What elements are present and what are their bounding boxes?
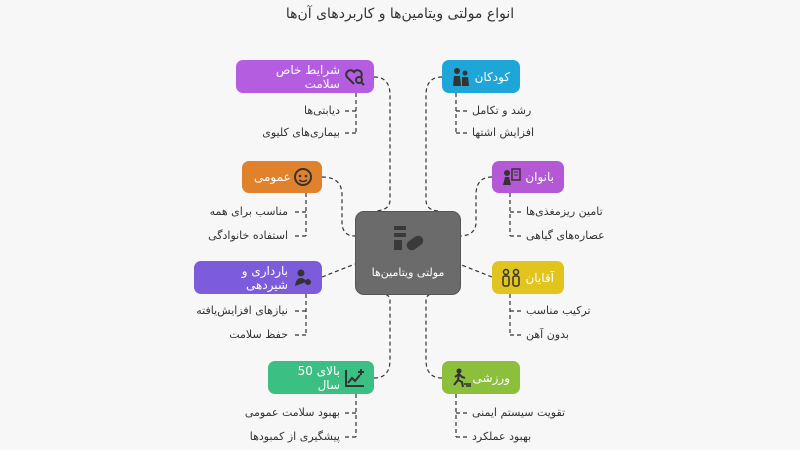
general-item-1: مناسب برای همه — [209, 205, 288, 218]
mother-child-icon — [292, 267, 314, 289]
node-label: بارداری و شیردهی — [241, 263, 288, 292]
node-label: کودکان — [474, 69, 510, 84]
children-item-2: افزایش اشتها — [472, 126, 535, 139]
node-pregnancy[interactable] — [194, 261, 322, 294]
men-icon — [500, 267, 522, 289]
children-item-1: رشد و تکامل — [472, 104, 532, 117]
node-general[interactable] — [242, 161, 322, 193]
face-icon — [292, 166, 314, 188]
pregnancy-item-1: نیازهای افزایش‌یافته — [196, 304, 288, 317]
node-label: بالای 50 سال — [297, 363, 340, 392]
node-label: ورزشی — [472, 370, 510, 385]
sport-item-2: بهبود عملکرد — [472, 430, 532, 443]
center-label: مولتی ویتامین‌ها — [371, 266, 445, 279]
diagram-title: انواع مولتی ویتامین‌ها و کاربردهای آن‌ها — [285, 6, 515, 22]
node-children[interactable] — [442, 60, 520, 93]
node-women[interactable] — [492, 161, 564, 193]
woman-info-icon — [500, 166, 522, 188]
node-label: آقایان — [525, 270, 554, 285]
women-item-2: عصاره‌های گیاهی — [526, 229, 605, 242]
node-men[interactable] — [492, 261, 564, 294]
health-item-2: بیماری‌های کلیوی — [262, 126, 340, 139]
chart-plus-icon — [344, 367, 366, 389]
heart-search-icon — [344, 66, 366, 88]
health-item-1: دیابتی‌ها — [303, 104, 340, 117]
women-item-1: تامین ریزمغذی‌ها — [526, 205, 603, 218]
children-icon — [450, 66, 472, 88]
runner-icon — [450, 367, 472, 389]
node-health-conditions[interactable] — [236, 60, 374, 93]
node-label: بانوان — [525, 170, 554, 184]
pregnancy-item-2: حفظ سلامت — [229, 328, 288, 341]
general-item-2: استفاده خانوادگی — [208, 229, 288, 242]
pills-icon — [392, 224, 426, 256]
node-label: شرایط خاص سلامت — [275, 62, 340, 91]
sport-item-1: تقویت سیستم ایمنی — [472, 406, 566, 419]
node-label: عمومی — [254, 170, 291, 184]
center-node-multivitamins[interactable] — [355, 211, 461, 295]
node-sport[interactable] — [442, 361, 520, 394]
men-item-2: بدون آهن — [526, 328, 569, 341]
node-over-50[interactable] — [268, 361, 374, 394]
men-item-1: ترکیب مناسب — [526, 304, 591, 317]
over50-item-2: پیشگیری از کمبودها — [249, 430, 340, 443]
over50-item-1: بهبود سلامت عمومی — [244, 406, 340, 419]
